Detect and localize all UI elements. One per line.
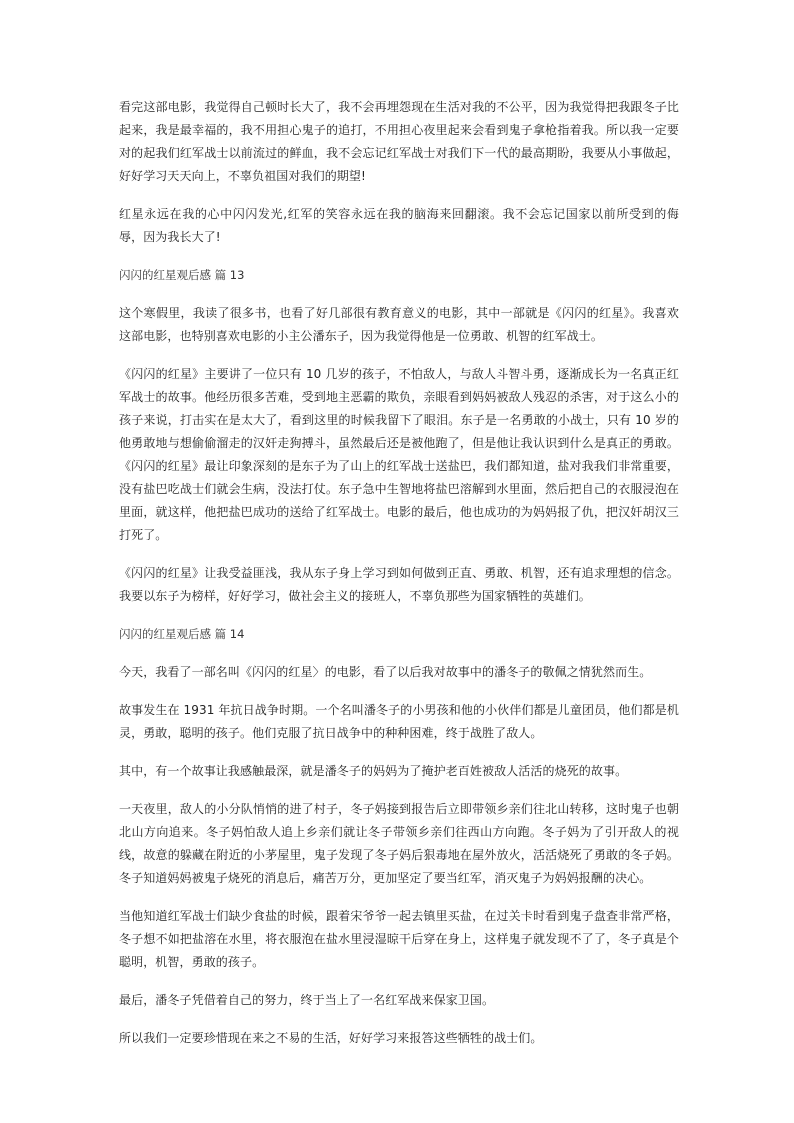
paragraph-14-conclusion: 所以我们一定要珍惜现在来之不易的生活，好好学习来报答这些牺牲的战士们。	[119, 1031, 543, 1045]
paragraph-13-story: 《闪闪的红星》主要讲了一位只有 10 几岁的孩子，不怕敌人，与敌人斗智斗勇，逐渐成长为一名真正红军战士的故事。他经历很多苦难，受到地主恶霸的欺负，亲眼看到妈妈被敌人残忍的杀害，对于这么小的孩子来说，打击实在是太大了，看到这里的时候我留下了眼泪。东子是一名勇敢的小战士，只有 10 岁的他勇敢地与想偷偷溜走的汉奸走狗搏斗，虽然最后还是被他跑了，但是他让我认识到什么是真正的勇敢。《闪闪的红星》最让印象深刻的是东子为了山上的红军战士送盐巴，我们都知道，盐对我我们非常重要，没有盐巴吃战士们就会生病，没法打仗。东子急中生智地将盐巴溶解到水里面，然后把自己的衣服浸泡在里面，就这样，他把盐巴成功的送给了红军战士。电影的最后，他也成功的为妈妈报了仇，把汉奸胡汉三打死了。	[119, 367, 679, 542]
paragraph-14-mother-story: 一天夜里，敌人的小分队悄悄的进了村子，冬子妈接到报告后立即带领乡亲们往北山转移，这时鬼子也朝北山方向追来。冬子妈怕敌人追上乡亲们就让冬子带领乡亲们往西山方向跑。冬子妈为了引开敌人的视线，故意的躲藏在附近的小茅屋里，鬼子发现了冬子妈后狠毒地在屋外放火，活活烧死了勇敢的冬子妈。冬子知道妈妈被鬼子烧死的消息后，痛苦万分，更加坚定了要当红军，消灭鬼子为妈妈报酬的决心。	[119, 802, 679, 885]
section-heading-14: 闪闪的红星观后感 篇 14	[119, 627, 245, 641]
paragraph-13-conclusion: 《闪闪的红星》让我受益匪浅，我从东子身上学习到如何做到正直、勇敢、机智，还有追求理想的信念。我要以东子为榜样，好好学习，做社会主义的接班人，不辜负那些为国家牺牲的英雄们。	[119, 566, 679, 603]
paragraph-14-intro: 今天，我看了一部名叫《闪闪的红星〉的电影，看了以后我对故事中的潘冬子的敬佩之情犹然而生。	[119, 665, 652, 679]
paragraph-review-12-closing: 红星永远在我的心中闪闪发光,红军的笑容永远在我的脑海来回翻滚。我不会忘记国家以前所受到的侮辱，因为我长大了!	[119, 207, 679, 244]
document-page	[119, 96, 679, 1065]
paragraph-13-intro: 这个寒假里，我读了很多书，也看了好几部很有教育意义的电影，其中一部就是《闪闪的红星》。我喜欢这部电影，也特别喜欢电影的小主公潘东子，因为我觉得他是一位勇敢、机智的红军战士。	[119, 306, 679, 343]
paragraph-14-salt-story: 当他知道红军战士们缺少食盐的时候，跟着宋爷爷一起去镇里买盐，在过关卡时看到鬼子盘查非常严格，冬子想不如把盐溶在水里，将衣服泡在盐水里浸湿晾干后穿在身上，这样鬼子就发现不了了，冬子真是个聪明，机智，勇敢的孩子。	[119, 909, 679, 969]
paragraph-14-background: 故事发生在 1931 年抗日战争时期。一个名叫潘冬子的小男孩和他的小伙伴们都是儿童团员，他们都是机灵，勇敢，聪明的孩子。他们克服了抗日战争中的种种困难，终于战胜了敌人。	[119, 703, 679, 740]
paragraph-review-12-ending: 看完这部电影，我觉得自己顿时长大了，我不会再埋怨现在生活对我的不公平，因为我觉得把我跟冬子比起来，我是最幸福的，我不用担心鬼子的追打，不用担心夜里起来会看到鬼子拿枪指着我。所以我一定要对的起我们红军战士以前流过的鲜血，我不会忘记红军战士对我们下一代的最高期盼，我要从小事做起，好好学习天天向上，不辜负祖国对我们的期望!	[119, 100, 679, 183]
paragraph-14-focus: 其中，有一个故事让我感触最深，就是潘冬子的妈妈为了掩护老百姓被敌人活活的烧死的故事。	[119, 764, 628, 778]
section-heading-13: 闪闪的红星观后感 篇 13	[119, 268, 245, 282]
paragraph-14-ending: 最后，潘冬子凭借着自己的努力，终于当上了一名红军战来保家卫国。	[119, 993, 495, 1007]
